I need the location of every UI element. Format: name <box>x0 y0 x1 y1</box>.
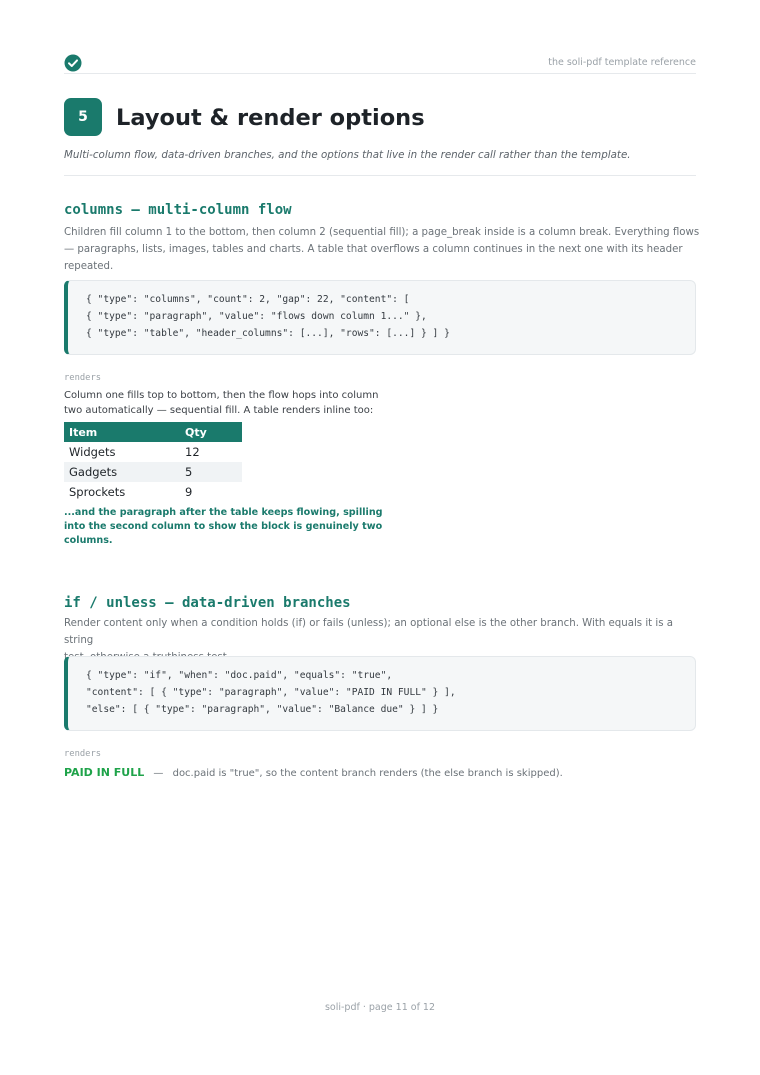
table-row <box>64 482 242 502</box>
code-line: { "type": "if", "when": "doc.paid", "equals": "true", <box>86 670 393 681</box>
outro-line: into the second column to show the block is genuinely two <box>64 521 383 532</box>
table-row <box>64 442 242 462</box>
table-header-qty: Qty <box>180 422 242 442</box>
paid-in-full-label: PAID IN FULL <box>64 766 145 779</box>
check-circle-icon <box>64 54 82 72</box>
table-header-item: Item <box>64 422 180 442</box>
section-title: Layout & render options <box>116 105 425 131</box>
if-unless-description-line: Render content only when a condition holds (if) or fails (unless); an optional else is the other branch. With equals it is a string <box>64 618 674 646</box>
table-cell: Sprockets <box>69 485 126 499</box>
if-unless-code-block <box>64 656 696 731</box>
if-unless-heading: if / unless — data-driven branches <box>64 595 351 611</box>
columns-description <box>64 224 704 275</box>
result-description: doc.paid is "true", so the content branch renders (the else branch is skipped). <box>172 768 563 779</box>
code-line: "content": [ { "type": "paragraph", "value": "PAID IN FULL" } ], <box>86 687 456 698</box>
code-line: { "type": "table", "header_columns": [...], "rows": [...] } ] } <box>86 328 450 339</box>
table-cell: Widgets <box>69 445 116 459</box>
section-subtitle: Multi-column flow, data-driven branches, and the options that live in the render call rather than the template. <box>64 149 631 161</box>
columns-description-line: repeated. <box>64 261 114 272</box>
page-header <box>64 53 696 74</box>
code-line: "else": [ { "type": "paragraph", "value": "Balance due" } ] } <box>86 704 439 715</box>
columns-description-line: Children fill column 1 to the bottom, then column 2 (sequential fill); a page_break inside is a column break. Everything flows <box>64 227 700 238</box>
intro-line: Column one fills top to bottom, then the flow hops into column <box>64 390 379 401</box>
columns-example-intro <box>64 388 379 418</box>
result-separator: — <box>153 768 164 779</box>
columns-code-block <box>64 280 696 355</box>
columns-example-outro <box>64 506 383 548</box>
example-table <box>64 422 242 502</box>
if-result-line <box>64 766 563 779</box>
renders-label: renders <box>64 373 102 383</box>
section-number-badge: 5 <box>64 98 102 136</box>
renders-label: renders <box>64 749 102 759</box>
code-line: { "type": "paragraph", "value": "flows down column 1..." }, <box>86 311 427 322</box>
table-cell: 12 <box>185 445 200 459</box>
table-cell: 5 <box>180 462 242 482</box>
columns-description-line: — paragraphs, lists, images, tables and charts. A table that overflows a column continues in the next one with its header <box>64 244 683 255</box>
columns-heading: columns — multi-column flow <box>64 202 292 218</box>
section-divider <box>64 175 696 176</box>
outro-line: ...and the paragraph after the table keeps flowing, spilling <box>64 507 383 518</box>
page-footer: soli-pdf · page 11 of 12 <box>324 1002 436 1013</box>
outro-line: columns. <box>64 535 113 546</box>
header-title: the soli-pdf template reference <box>548 57 696 68</box>
code-line: { "type": "columns", "count": 2, "gap": 22, "content": [ <box>86 294 410 305</box>
intro-line: two automatically — sequential fill. A table renders inline too: <box>64 405 374 416</box>
table-row <box>64 462 242 482</box>
table-cell: 9 <box>185 485 193 499</box>
table-cell: Gadgets <box>64 462 180 482</box>
table-header-row <box>64 422 242 442</box>
